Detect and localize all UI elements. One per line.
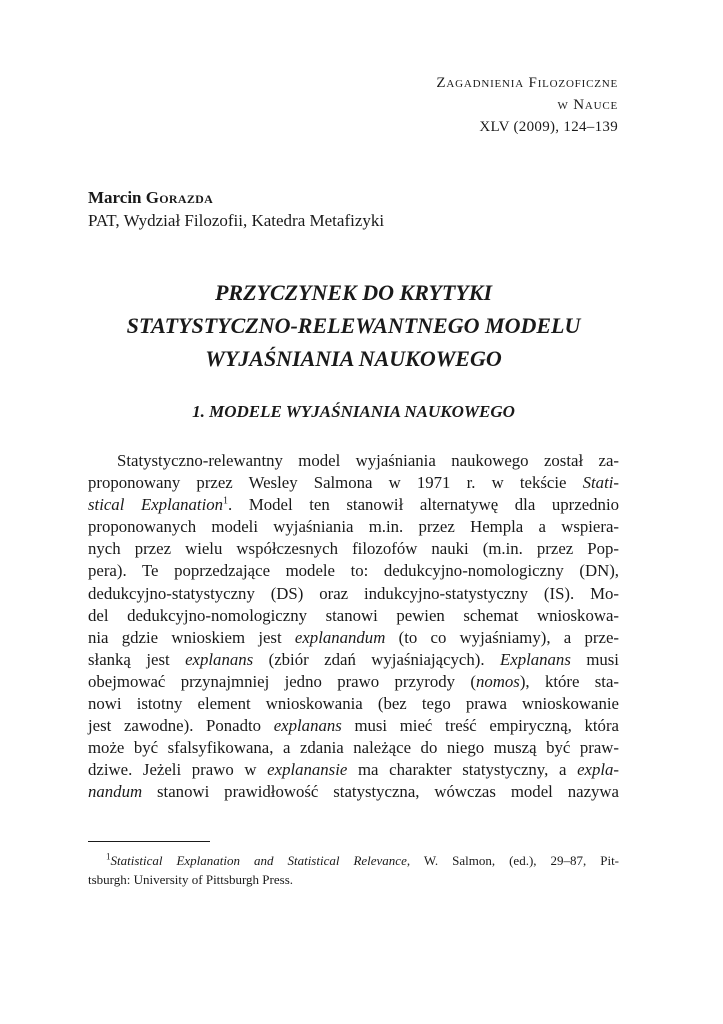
journal-name-line1: Zagadnienia Filozoficzne xyxy=(436,75,618,91)
paragraph-line: dedukcyjno-statystyczny (DS) oraz indukcyjno-statystyczny (IS). Mo- xyxy=(88,583,619,603)
paragraph-line: jest zawodne). Ponadto explanans musi mieć treść empiryczną, która xyxy=(88,716,619,736)
footnote xyxy=(88,851,619,889)
paragraph-line: nandum stanowi prawidłowość statystyczna, wówczas model nazywa xyxy=(88,782,619,802)
author-block xyxy=(88,187,628,233)
paragraph-line: może być sfalsyfikowana, a zdania należące do niego muszą być praw- xyxy=(88,738,619,758)
title-line-1: PRZYCZYNEK DO KRYTYKI xyxy=(214,280,493,305)
journal-volume: XLV (2009), 124–139 xyxy=(479,119,618,135)
section-heading: 1. MODELE WYJAŚNIANIA NAUKOWEGO xyxy=(192,402,515,421)
author-last-name: Gorazda xyxy=(145,188,214,207)
paragraph-line: proponowany przez Wesley Salmona w 1971 r. w tekście Stati- xyxy=(88,473,619,493)
title-line-3: WYJAŚNIANIA NAUKOWEGO xyxy=(205,346,502,371)
author-affiliation: PAT, Wydział Filozofii, Katedra Metafizyki xyxy=(88,211,385,230)
paragraph-line: słanką jest explanans (zbiór zdań wyjaśniających). Explanans musi xyxy=(88,649,619,669)
paragraph-line: dziwe. Jeżeli prawo w explanansie ma charakter statystyczny, a expla- xyxy=(88,760,620,780)
paragraph-line: proponowanych modeli wyjaśniania m.in. przez Hempla a wspiera- xyxy=(88,517,619,537)
body-paragraph xyxy=(88,450,619,804)
paragraph-line: pera). Te poprzedzające modele to: dedukcyjno-nomologiczny (DN), xyxy=(88,561,619,581)
footnote-line: $^1$Statistical Explanation and Statistical Relevance, W. Salmon, (ed.), 29–87, Pit- xyxy=(106,851,620,868)
article-title xyxy=(88,276,619,375)
author-name xyxy=(88,187,628,209)
footnote-source-title: Statistical Explanation and Statistical Relevance xyxy=(110,853,407,868)
footnote-ref[interactable]: 1 xyxy=(223,495,229,507)
paragraph-line: Statystyczno-relewantny model wyjaśniania naukowego został za- xyxy=(117,451,619,470)
paragraph-line: obejmować przynajmniej jedno prawo przyrody (nomos), które sta- xyxy=(88,671,620,691)
footnote-number: 1 xyxy=(106,851,111,862)
footnote-line: tsburgh: University of Pittsburgh Press. xyxy=(88,872,294,887)
footnote-divider xyxy=(88,841,210,842)
paragraph-line: nowi istotny element wnioskowania (bez tego prawa wnioskowanie xyxy=(88,694,619,714)
paragraph-line: nych przez wielu współczesnych filozofów nauki (m.in. przez Pop- xyxy=(88,539,619,559)
paragraph-line: del dedukcyjno-nomologiczny stanowi pewien schemat wnioskowa- xyxy=(88,605,619,625)
paragraph-line: nia gdzie wnioskiem jest explanandum (to co wyjaśniamy), a prze- xyxy=(88,627,619,647)
paragraph-line: stical Explanation$^1$. Model ten stanowił alternatywę dla uprzednio xyxy=(88,495,619,515)
author-first-name: Marcin xyxy=(88,188,142,207)
journal-header xyxy=(318,72,618,138)
title-line-2: STATYSTYCZNO-RELEWANTNEGO MODELU xyxy=(126,313,581,338)
journal-name-line2: w Nauce xyxy=(557,97,618,113)
